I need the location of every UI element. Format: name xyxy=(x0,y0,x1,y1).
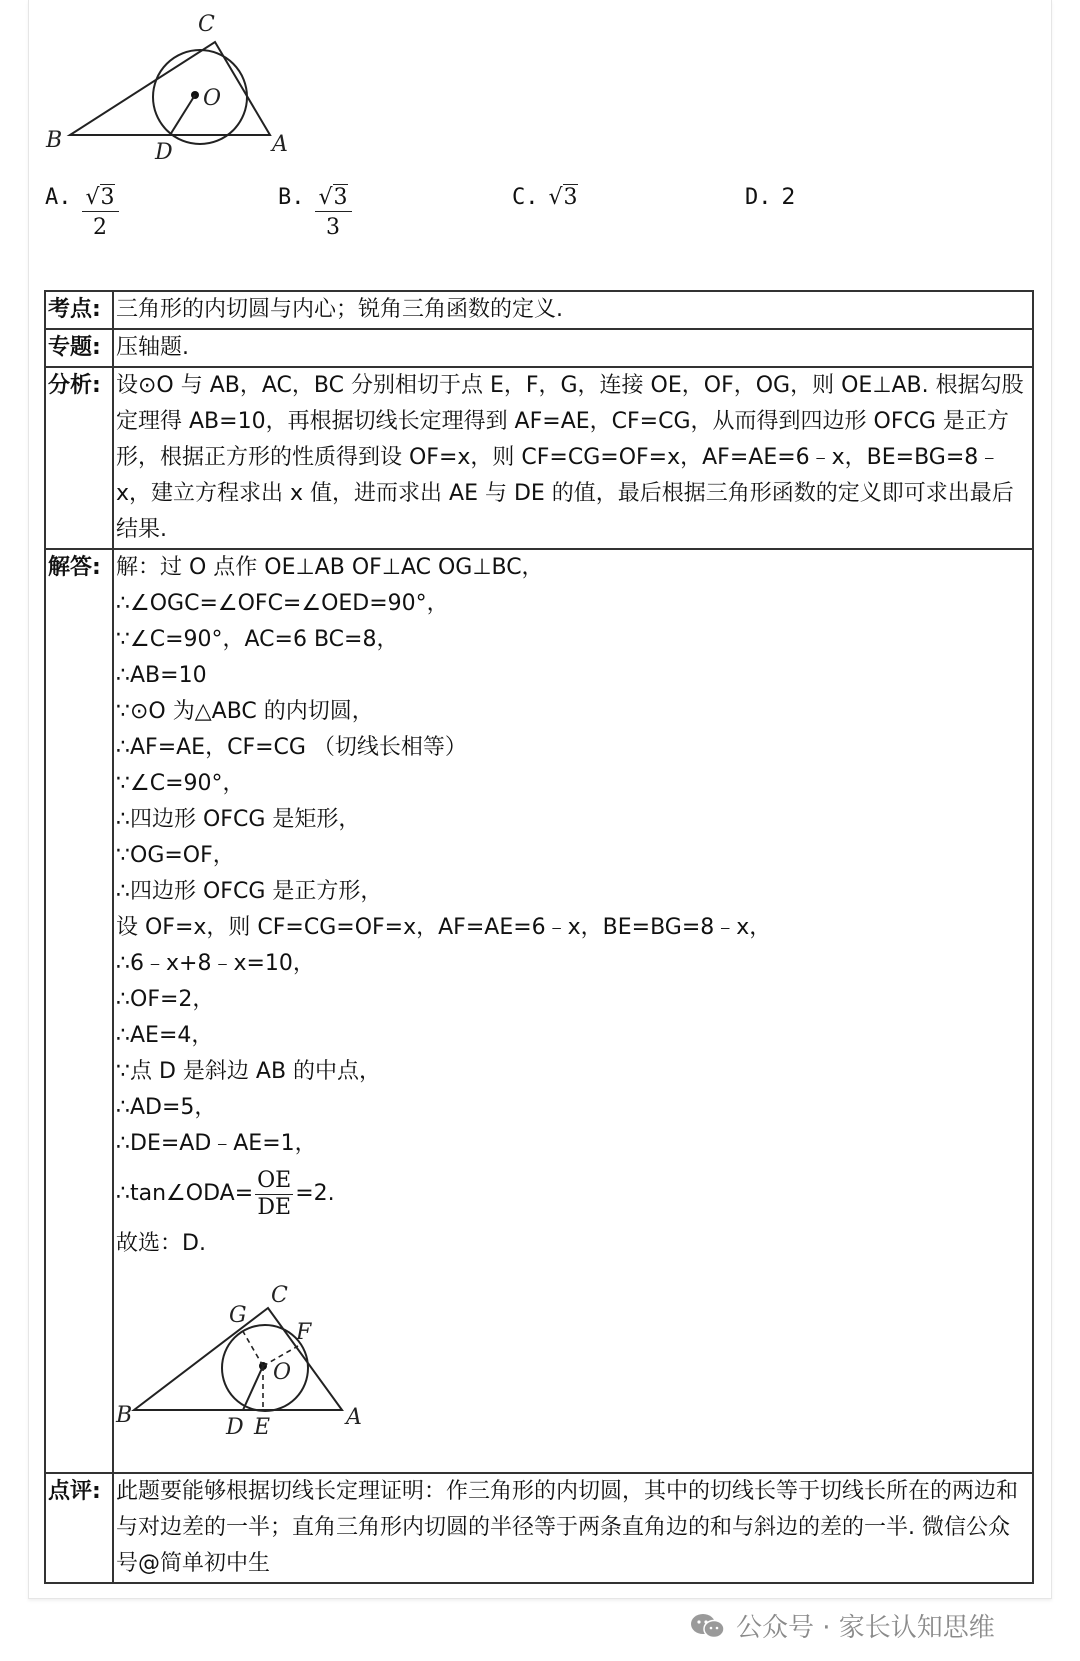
solution-line: ∵⊙O 为△ABC 的内切圆， xyxy=(116,699,374,724)
text-dianping: 此题要能够根据切线长定理证明：作三角形的内切圆，其中的切线长等于切线长所在的两边和与对边差的一半；直角三角形内切圆的半径等于两条直角边的和与斜边的差的一半. 微信公众号@简单初中生 xyxy=(113,1473,1033,1583)
option-b-radicand: 3 xyxy=(333,185,348,210)
option-d-letter: D. xyxy=(745,185,772,210)
solution-line: 解：过 O 点作 OE⊥AB OF⊥AC OG⊥BC， xyxy=(116,555,544,580)
solution-line: ∴OF=2， xyxy=(116,987,215,1012)
option-b[interactable] xyxy=(278,185,352,240)
tan-prefix: ∴tan∠ODA= xyxy=(116,1181,254,1206)
option-a-radicand: 3 xyxy=(100,185,115,210)
label-c: C xyxy=(198,12,215,37)
segment-od-2 xyxy=(243,1366,263,1410)
option-b-fraction: $\frac{√3}{3}$ xyxy=(315,185,352,240)
fig2-label-c: C xyxy=(271,1283,288,1308)
label-jieda: 解答: xyxy=(45,549,113,1473)
solution-line: ∵点 D 是斜边 AB 的中点， xyxy=(116,1059,382,1084)
option-c[interactable] xyxy=(512,185,578,210)
solution-line: ∴AF=AE，CF=CG （切线长相等） xyxy=(116,735,467,760)
option-d-value: 2 xyxy=(781,185,796,210)
tan-denominator: DE xyxy=(257,1194,292,1220)
option-d[interactable] xyxy=(745,185,796,210)
label-dianping: 点评: xyxy=(45,1473,113,1583)
solution-line: ∵∠C=90°， xyxy=(116,771,245,796)
option-b-denominator: 3 xyxy=(326,215,341,240)
label-fenxi: 分析: xyxy=(45,367,113,549)
solution-line: ∴四边形 OFCG 是正方形， xyxy=(116,879,383,904)
figure-triangle-incircle-detailed xyxy=(116,1262,386,1467)
label-d: D xyxy=(155,140,173,165)
fig2-label-e: E xyxy=(254,1415,271,1440)
tan-equation xyxy=(116,1162,1030,1226)
solution-line: ∴AB=10 xyxy=(116,663,207,688)
label-a: A xyxy=(272,132,288,157)
label-o: O xyxy=(203,86,222,111)
option-a-letter: A. xyxy=(45,185,72,210)
fig2-label-g: G xyxy=(229,1303,247,1328)
figure2-holder xyxy=(116,1262,1030,1472)
watermark xyxy=(690,1607,995,1644)
fig2-label-o: O xyxy=(273,1360,292,1385)
solution-line: ∵OG=OF， xyxy=(116,843,235,868)
solution-line: ∵∠C=90°，AC=6 BC=8， xyxy=(116,627,399,652)
text-fenxi: 设⊙O 与 AB，AC，BC 分别相切于点 E，F，G，连接 OE，OF，OG，则 OE⊥AB. 根据勾股定理得 AB=10，再根据切线长定理得到 AF=AE，CF=CG，从而得到四边形 OFCG 是正方形，根据正方形的性质得到设 OF=x，则 CF=CG=OF=x，AF=AE=6﹣x，BE=BG=8﹣x，建立方程求出 x 值，进而求出 AE 与 DE 的值，最后根据三角形函数的定义即可求出最后结果. xyxy=(113,367,1033,549)
text-zhuanti: 压轴题. xyxy=(113,329,1033,367)
solution-line: ∴AD=5， xyxy=(116,1095,217,1120)
solution-line: ∴四边形 OFCG 是矩形， xyxy=(116,807,361,832)
option-b-letter: B. xyxy=(278,185,305,210)
segment-od xyxy=(170,95,195,135)
text-kaodian: 三角形的内切圆与内心；锐角三角函数的定义. xyxy=(113,291,1033,329)
option-a[interactable] xyxy=(45,185,119,240)
option-a-denominator: 2 xyxy=(93,215,108,240)
option-c-radicand: 3 xyxy=(563,185,578,210)
solution-line: ∴DE=AD﹣AE=1， xyxy=(116,1131,317,1156)
solution-line: 设 OF=x，则 CF=CG=OF=x，AF=AE=6﹣x，BE=BG=8﹣x， xyxy=(116,915,772,940)
solution-line: ∴∠OGC=∠OFC=∠OED=90°， xyxy=(116,591,449,616)
tan-fraction xyxy=(255,1168,293,1221)
answer-options xyxy=(45,185,1025,255)
incircle xyxy=(153,50,247,144)
row-kaodian xyxy=(45,291,1033,329)
option-c-letter: C. xyxy=(512,185,539,210)
solution-table xyxy=(44,290,1034,1584)
tan-numerator: OE xyxy=(257,1167,292,1193)
row-fenxi xyxy=(45,367,1033,549)
option-c-sqrt: √3 xyxy=(548,185,578,210)
label-b: B xyxy=(46,128,63,153)
label-zhuanti: 专题: xyxy=(45,329,113,367)
fig2-label-a: A xyxy=(346,1405,362,1430)
fig2-label-f: F xyxy=(296,1320,312,1345)
solution-line: ∴AE=4， xyxy=(116,1023,214,1048)
fig2-label-b: B xyxy=(116,1403,133,1428)
solution-line: ∴6﹣x+8﹣x=10， xyxy=(116,951,315,976)
row-zhuanti xyxy=(45,329,1033,367)
body-jieda xyxy=(113,549,1033,1473)
option-a-fraction: $\frac{√3}{2}$ xyxy=(82,185,119,240)
label-kaodian: 考点: xyxy=(45,291,113,329)
row-dianping xyxy=(45,1473,1033,1583)
solution-conclusion: 故选：D. xyxy=(116,1231,206,1256)
figure-triangle-incircle xyxy=(40,5,310,170)
tan-suffix: =2. xyxy=(295,1181,335,1206)
row-jieda xyxy=(45,549,1033,1473)
segment-og xyxy=(241,1328,263,1366)
wechat-icon xyxy=(690,1612,726,1640)
fig2-label-d: D xyxy=(226,1415,244,1440)
watermark-text: 公众号 · 家长认知思维 xyxy=(736,1613,995,1643)
